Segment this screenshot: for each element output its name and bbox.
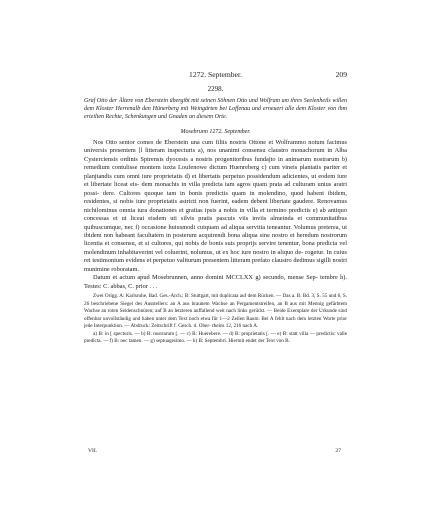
charter-dating-paragraph: Datum et actum apud Mosebrunnen, anno domini MCCLXX g) secundo, mense Sep- tembre h). Testes: C. abbas, C. prior . . . bbox=[84, 274, 347, 290]
page-footer bbox=[84, 447, 347, 456]
charter-paragraph: Nos Otto senior comes de Eberstein una cum filiis nostris Ottone et Wolframmo notum facimus universis presentem [l litteram inspecturis a), nos unanimi consensu claustro monachorum in Alba Cysterciensis ordinis Spirensis dyocesis a nostris progenitoribus fundajto in animarum nostrarum b) remedium contulisse montem iuxta Loufenowe dictum Huenreberg c) cum vineis plantatis pariter et planjtandis cum omni iure proprietatis d) et libertatis perpetuo possidendum adicientes, ut eodem iure et libertate liceat eis- dem monachis in villa predicta tam agros quam prata ad culturam unius aratri possi- dere. Cultores quoque tam in bonis predictis quam in molendino, quod habent ibidem, residentes, si nobis iure proprietatis astricti non fuerint, eadem debent libertate gaudere. Renovamus nichilominus omnia iura donationes et gratias ipsis a nobis in villa et termino predictis e) ab antiquo concessas et ut liceat eisdem uti silvis pratis pascuis viis inviis almeinda et communitatibus quibuscumque, nec f) occasione huiusmodi cuiquam ad aliqua servitia teneantur. Volumus preterea, ut ibidem non habeant facultatem in posterum acquirendi bona aliqua sine nostro et heredum nostrorum licentia et consensu, et si cultores, qui nobis de bonis suis proprijs servire tenentur, bona predicta vel molendinum inhabitaverint vel coluerint, nolumus, ut ex hoc iure nostro in aliquo de- rogetur. In cuius rei testimonium evidens et perpetuo valiturum presentem litteram prefato claustro dedimus sigilli nostri munimine roboratam. bbox=[84, 139, 347, 273]
sheet-number: 27 bbox=[335, 448, 341, 454]
charter-text bbox=[84, 139, 347, 291]
document-number: 2298. bbox=[207, 85, 224, 93]
page-number: 209 bbox=[335, 70, 347, 79]
regest-summary: Graf Otto der Ältere von Eberstein übergibt mit seinen Söhnen Otto und Wolfram um ihres Seelenheils willen dem Kloster Herrenalb den Hünerberg mit Weingärten bei Loffenau und erneuert alle dem Kloster von ihm erteilten Rechte, Schenkungen und Gnaden an diesem Orte. bbox=[84, 98, 347, 120]
volume-number: VII. bbox=[88, 448, 98, 454]
critical-apparatus bbox=[84, 293, 347, 346]
running-title: 1272. September. bbox=[189, 70, 242, 79]
variant-notes: a) B: in [ specturis. — b) B: nostrarum [. — c) B: Huerebere. — d) B: proprietatis [. — e) B: statt villa — predictis: valle predicta. — f) B: nec tamen. — g) septuagesimo. — h) B: Septembri. Hiermit endet der Text von B. bbox=[84, 330, 347, 344]
place-date-line: Mosebrunn 1272. September. bbox=[180, 129, 251, 135]
source-note: Zwei Origg. A: Karlsruhe, Bad. Ges.-Arch.; B: Stuttgart, mit duplicata auf dem Rücken. — Das a. B. Bd. 3, S. 55 und 6, S. 26 beschriebene Siegel des Ausstellers: an A aus braunem Wachse an Pergamentstreifen, an B aus mit Mennig gefärbtem Wachse an roten Seidenschnüren; auf B an letzteren auffallend weit nach links gerückt. — Beide Exemplare der Urkunde sind offenbar unvollständig und haben unter dem Text noch etwa für 1—2 Zeilen Raum. Bei A fehlt nach dem letzten Worte prior jede Interpunktion. — Abdruck: Zeitschrift f. Gesch. d. Ober- rheins 12, 216 nach A. bbox=[84, 293, 347, 329]
running-header bbox=[84, 70, 347, 80]
